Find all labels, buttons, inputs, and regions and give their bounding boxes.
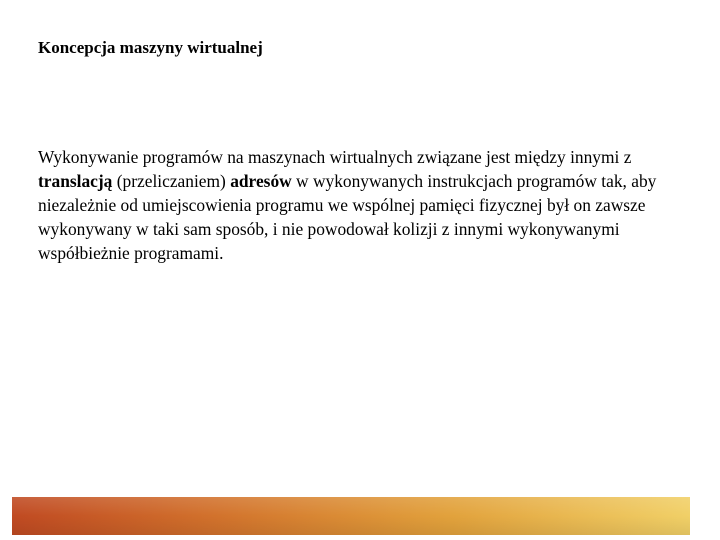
body-text-part-2: (przeliczaniem): [112, 171, 231, 191]
body-text-bold-addresses: adresów: [230, 171, 292, 191]
slide-title: Koncepcja maszyny wirtualnej: [38, 38, 263, 57]
decorative-bottom-bar-shade: [12, 497, 690, 535]
body-text-part-1: Wykonywanie programów na maszynach wirtualnych związane jest między innymi z: [38, 147, 632, 167]
body-text-part-3: w wykonywanych instrukcjach programów tak, aby niezależnie od umiejscowienia programu we wspólnej pamięci fizycznej był on zawsze wykonywany w taki sam sposób, i nie powodował kolizji z innymi wykonywanymi współbieżnie programami.: [38, 171, 657, 263]
slide-body-text: [38, 145, 678, 265]
body-text-bold-translation: translacją: [38, 171, 113, 191]
